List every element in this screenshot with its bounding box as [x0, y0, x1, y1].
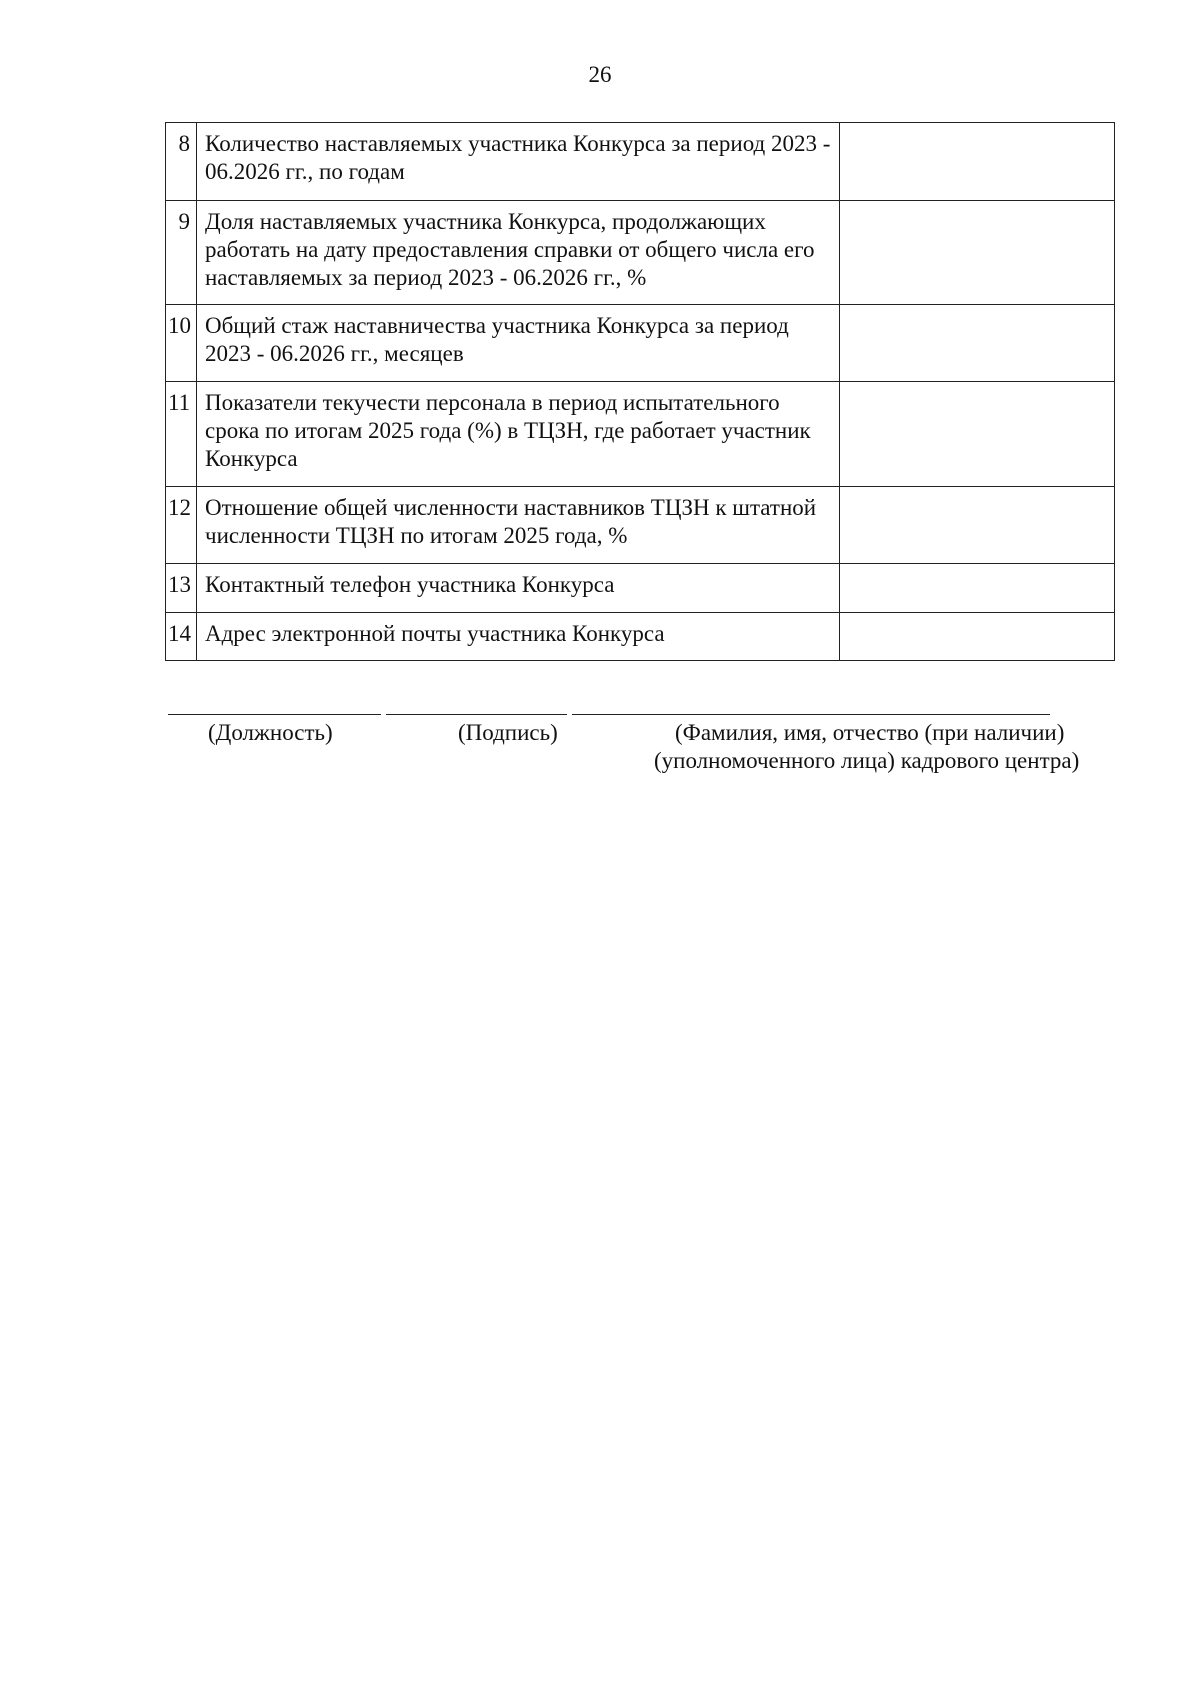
row-label: Общий стаж наставничества участника Конкурса за период 2023 - 06.2026 гг., месяцев — [197, 305, 840, 382]
row-label: Адрес электронной почты участника Конкурса — [197, 613, 840, 661]
row-number: 10 — [166, 305, 197, 382]
row-label: Доля наставляемых участника Конкурса, продолжающих работать на дату предоставления справки от общего числа его наставляемых за период 2023 - 06.2026 гг., % — [197, 201, 840, 305]
position-signature-line[interactable] — [168, 714, 381, 715]
row-label: Количество наставляемых участника Конкурса за период 2023 - 06.2026 гг., по годам — [197, 123, 840, 201]
row-number: 13 — [166, 564, 197, 613]
name-label-line2: (уполномоченного лица) кадрового центра) — [654, 748, 1080, 773]
signature-block — [0, 0, 1200, 800]
position-label: (Должность) — [208, 720, 333, 745]
page-number: 26 — [588, 62, 612, 87]
row-number: 9 — [166, 201, 197, 305]
row-label: Показатели текучести персонала в период испытательного срока по итогам 2025 года (%) в ТЦЗН, где работает участник Конкурса — [197, 382, 840, 487]
signature-label: (Подпись) — [458, 720, 558, 745]
row-number: 8 — [166, 123, 197, 201]
row-label: Отношение общей численности наставников ТЦЗН к штатной численности ТЦЗН по итогам 2025 года, % — [197, 487, 840, 564]
row-label: Контактный телефон участника Конкурса — [197, 564, 840, 613]
row-number: 12 — [166, 487, 197, 564]
name-label-line1: (Фамилия, имя, отчество (при наличии) — [675, 720, 1065, 745]
row-number: 11 — [166, 382, 197, 487]
signature-line[interactable] — [386, 714, 567, 715]
row-number: 14 — [166, 613, 197, 661]
name-signature-line[interactable] — [572, 714, 1050, 715]
